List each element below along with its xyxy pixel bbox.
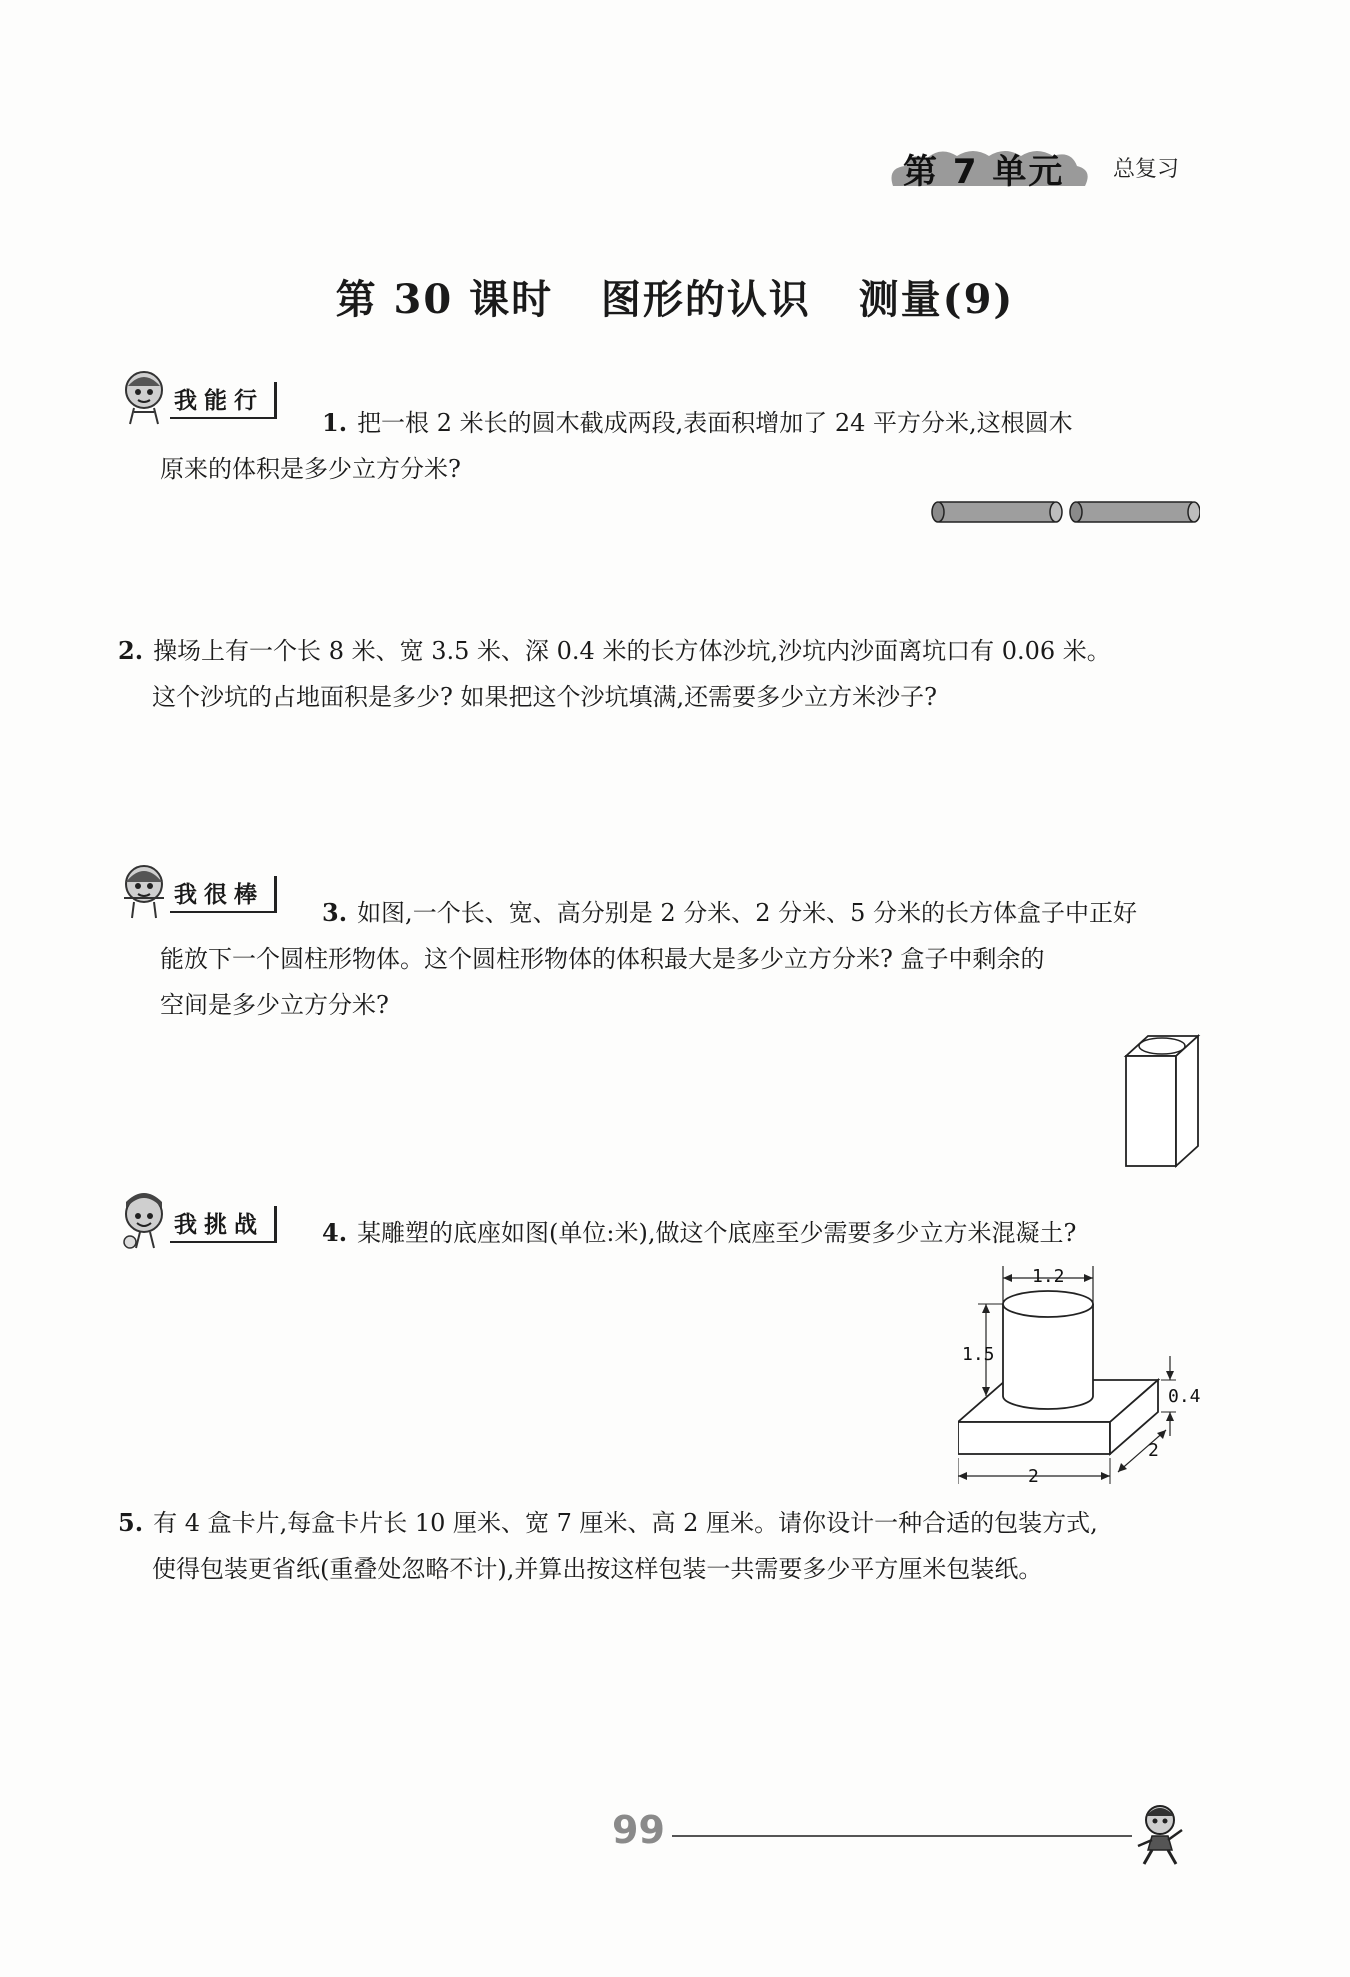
dim-left-label: 1.5: [962, 1344, 995, 1365]
unit-header: [885, 138, 1205, 198]
dim-right-label: 0.4: [1168, 1386, 1201, 1407]
cuboid-with-cylinder-figure: [1118, 1032, 1208, 1172]
question-text: 如图,一个长、宽、高分别是 2 分米、2 分米、5 分米的长方体盒子中正好: [357, 899, 1138, 927]
question-4: [322, 1210, 1076, 1256]
dim-bottom-label: 2: [1028, 1466, 1039, 1487]
question-2-cont: [152, 674, 937, 720]
question-3: [322, 890, 1137, 936]
badge-label: 我挑战: [170, 1206, 277, 1243]
unit-title: 第 7 单元: [903, 152, 1065, 192]
question-number: 2.: [118, 636, 144, 665]
page-number: 99: [612, 1808, 665, 1852]
question-number: 1.: [322, 408, 348, 437]
question-3-cont: [160, 936, 1045, 1028]
question-text: 使得包装更省纸(重叠处忽略不计),并算出按这样包装一共需要多少平方厘米包装纸。: [152, 1555, 1043, 1583]
footer-rule: [672, 1835, 1132, 1837]
question-5-cont: [152, 1546, 1042, 1592]
question-2: [118, 628, 1111, 674]
badge-wo-tiao-zhan: [120, 1192, 320, 1242]
question-text: 原来的体积是多少立方分米?: [160, 455, 461, 483]
question-text: 有 4 盒卡片,每盒卡片长 10 厘米、宽 7 厘米、高 2 厘米。请你设计一种合适的包装方式,: [153, 1509, 1098, 1537]
girl-mascot-icon: [120, 368, 172, 426]
question-1: [322, 400, 1073, 446]
question-text: 把一根 2 米长的圆木截成两段,表面积增加了 24 平方分米,这根圆木: [357, 409, 1073, 437]
pedestal-figure: [958, 1260, 1208, 1490]
question-text: 某雕塑的底座如图(单位:米),做这个底座至少需要多少立方米混凝土?: [357, 1219, 1077, 1247]
badge-label: 我能行: [170, 382, 277, 419]
question-text: 能放下一个圆柱形物体。这个圆柱形物体的体积最大是多少立方分米? 盒子中剩余的: [160, 945, 1045, 973]
badge-wo-hen-bang: [120, 862, 320, 912]
lesson-title: 第 30 课时 图形的认识 测量(9): [335, 276, 1015, 323]
badge-label: 我很棒: [170, 876, 277, 913]
running-kid-icon: [1130, 1800, 1200, 1868]
question-number: 3.: [322, 898, 348, 927]
badge-wo-neng-xing: [120, 368, 320, 418]
question-text: 操场上有一个长 8 米、宽 3.5 米、深 0.4 米的长方体沙坑,沙坑内沙面离坑口有 0.06 米。: [153, 637, 1111, 665]
boy-mascot-icon: [120, 1192, 172, 1250]
dim-depth-label: 2: [1148, 1440, 1159, 1461]
question-number: 5.: [118, 1508, 144, 1537]
question-1-cont: [160, 446, 461, 492]
question-text: 这个沙坑的占地面积是多少? 如果把这个沙坑填满,还需要多少立方米沙子?: [152, 683, 937, 711]
dim-top-label: 1.2: [1032, 1266, 1065, 1287]
unit-subtitle: 总复习: [1113, 157, 1180, 182]
log-pieces-figure: [930, 498, 1200, 530]
question-number: 4.: [322, 1218, 348, 1247]
question-5: [118, 1500, 1098, 1546]
question-text: 空间是多少立方分米?: [160, 991, 389, 1019]
girl-mascot-icon: [120, 862, 172, 920]
